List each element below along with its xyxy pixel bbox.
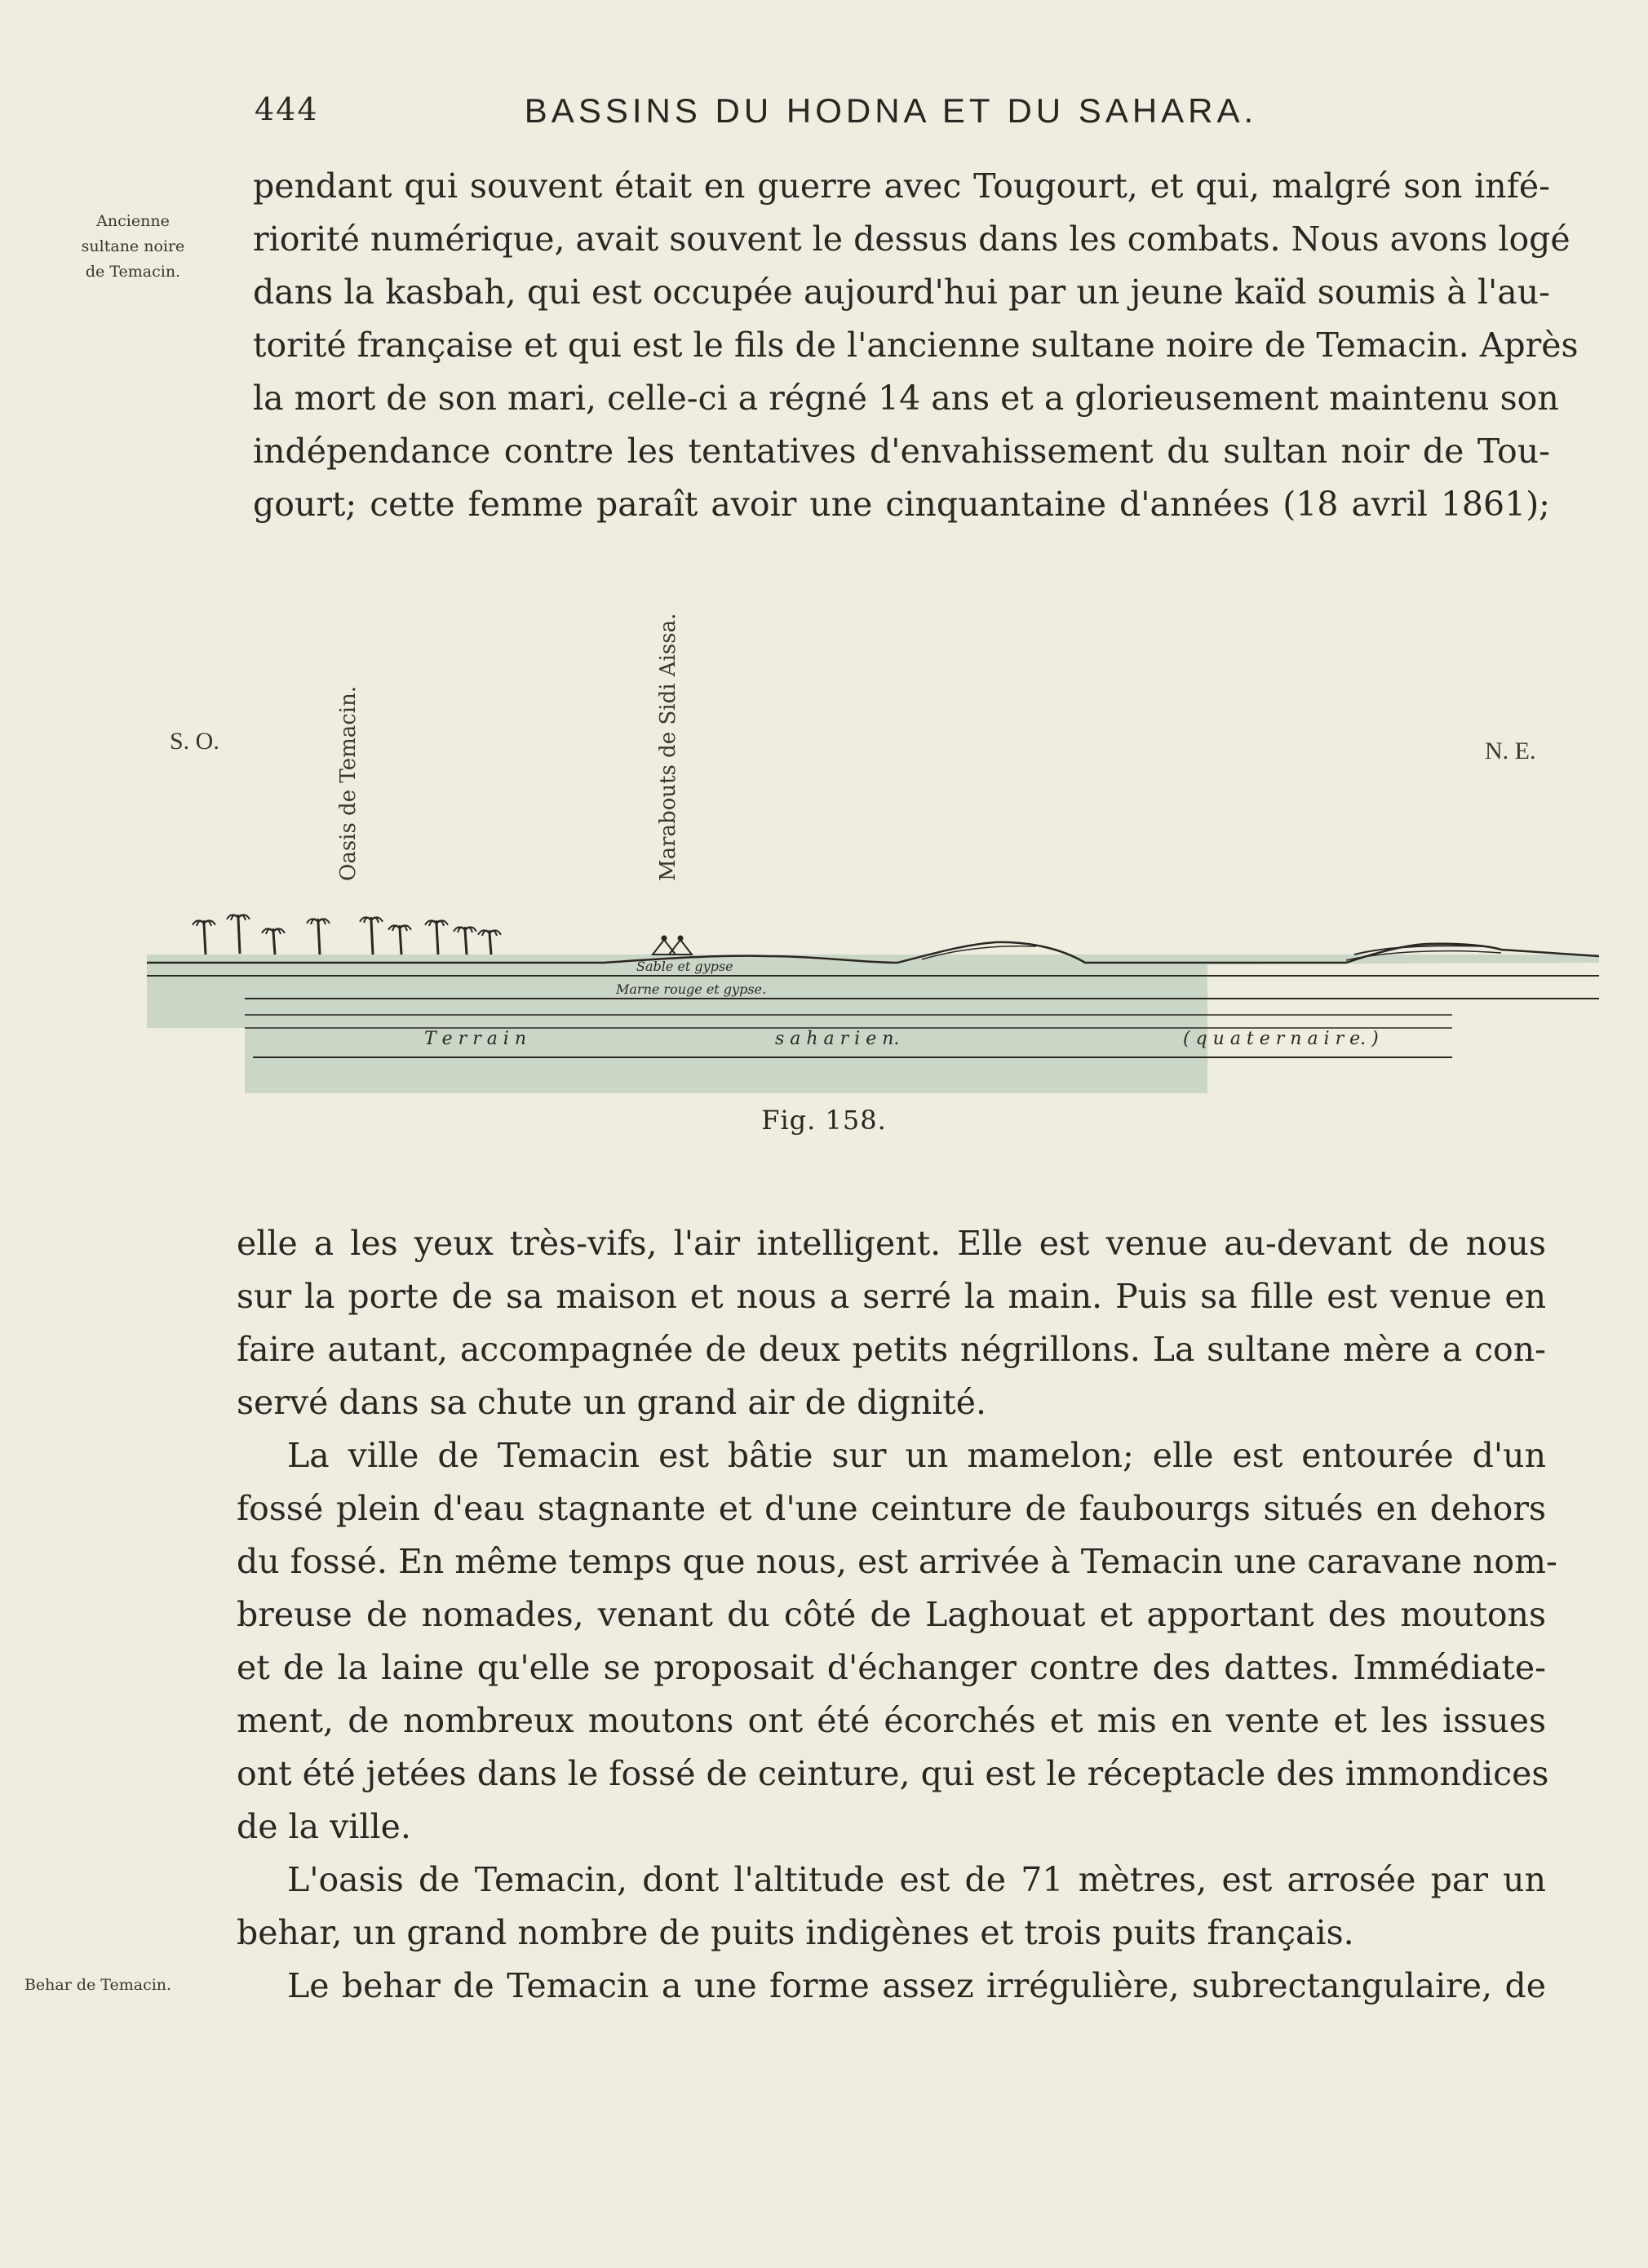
geological-section-figure <box>147 604 1615 1142</box>
terrain-label-2: s a h a r i e n. <box>775 1029 900 1049</box>
text-line: torité française et qui est le fils de l'ancienne sultane noire de Temacin. Après <box>253 326 1579 365</box>
tomb-icon <box>669 940 692 955</box>
palm-tree-icon <box>227 915 250 954</box>
margin-note-behar <box>0 1973 196 1998</box>
running-title: BASSINS DU HODNA ET DU SAHARA. <box>524 91 1258 130</box>
margin-note-line: sultane noire <box>81 237 185 255</box>
text-line: behar, un grand nombre de puits indigènes et trois puits français. <box>237 1913 1354 1952</box>
text-line: dans la kasbah, qui est occupée aujourd'hui par un jeune kaïd soumis à l'au- <box>253 272 1550 312</box>
text-line: L'oasis de Temacin, dont l'altitude est de 71 mètres, est arrosée par un <box>287 1860 1546 1899</box>
paragraph-bottom-2 <box>237 1429 1557 1854</box>
tomb-dome-icon <box>678 936 683 941</box>
tomb-icon <box>653 940 676 955</box>
text-line: ont été jetées dans le fossé de ceinture, qui est le réceptacle des immondices <box>237 1754 1549 1793</box>
paragraph-top <box>253 160 1579 531</box>
text-line: fossé plein d'eau stagnante et d'une ceinture de faubourgs situés en dehors <box>237 1489 1546 1528</box>
text-line: sur la porte de sa maison et nous a serré la main. Puis sa fille est venue en <box>237 1277 1546 1316</box>
direction-sw: S. O. <box>170 728 219 755</box>
palm-tree-icon <box>388 925 411 955</box>
direction-ne: N. E. <box>1485 738 1536 764</box>
text-line: servé dans sa chute un grand air de dignité. <box>237 1383 987 1422</box>
text-line: ment, de nombreux moutons ont été écorchés et mis en vente et les issues <box>237 1701 1546 1740</box>
tomb-dome-icon <box>662 936 667 941</box>
margin-note-sultane <box>39 209 227 285</box>
layer-label-marne: Marne rouge et gypse. <box>616 981 767 997</box>
text-line: riorité numérique, avait souvent le dessus dans les combats. Nous avons logé <box>253 219 1570 259</box>
margin-note-line: Ancienne <box>96 212 170 230</box>
palm-tree-icon <box>307 919 330 955</box>
text-line: et de la laine qu'elle se proposait d'échanger contre des dattes. Immédiate- <box>237 1648 1546 1687</box>
palm-trees-group <box>193 915 501 955</box>
text-line: pendant qui souvent était en guerre avec Tougourt, et qui, malgré son infé- <box>253 166 1550 206</box>
palm-tree-icon <box>425 920 448 955</box>
palm-tree-icon <box>262 928 285 955</box>
text-line: de la ville. <box>237 1807 411 1846</box>
text-line: du fossé. En même temps que nous, est arrivée à Temacin une caravane nom- <box>237 1542 1557 1581</box>
margin-note-line: Behar de Temacin. <box>24 1976 172 1994</box>
palm-tree-icon <box>360 917 383 955</box>
palm-tree-icon <box>478 930 501 955</box>
text-line: elle a les yeux très-vifs, l'air intelligent. Elle est venue au-devant de nous <box>237 1224 1546 1263</box>
margin-note-line: de Temacin. <box>85 263 181 281</box>
label-oasis: Oasis de Temacin. <box>336 685 361 881</box>
palm-tree-icon <box>454 927 476 955</box>
text-line: indépendance contre les tentatives d'envahissement du sultan noir de Tou- <box>253 432 1550 471</box>
text-line: breuse de nomades, venant du côté de Laghouat et apportant des moutons <box>237 1595 1546 1634</box>
marabouts-tombs <box>653 936 692 955</box>
text-line: La ville de Temacin est bâtie sur un mamelon; elle est entourée d'un <box>287 1436 1546 1475</box>
palm-tree-icon <box>193 920 215 955</box>
page-number: 444 <box>255 91 319 127</box>
text-line: la mort de son mari, celle-ci a régné 14 ans et a glorieusement maintenu son <box>253 379 1559 418</box>
figure-caption: Fig. 158. <box>761 1105 887 1136</box>
terrain-label-1: T e r r a i n <box>424 1029 527 1049</box>
paragraph-bottom-3 <box>237 1854 1546 2013</box>
text-line: gourt; cette femme paraît avoir une cinquantaine d'années (18 avril 1861); <box>253 485 1550 524</box>
text-line: Le behar de Temacin a une forme assez irrégulière, subrectangulaire, de <box>287 1966 1546 2005</box>
layer-label-sable: Sable et gypse <box>636 959 733 974</box>
text-line: faire autant, accompagnée de deux petits négrillons. La sultane mère a con- <box>237 1330 1546 1369</box>
section-drawing <box>147 604 1615 1142</box>
terrain-label-3: ( q u a t e r n a i r e. ) <box>1183 1029 1379 1049</box>
page-header <box>255 91 1527 140</box>
label-marabouts: Marabouts de Sidi Aissa. <box>656 613 680 881</box>
paragraph-bottom-1 <box>237 1217 1546 1429</box>
